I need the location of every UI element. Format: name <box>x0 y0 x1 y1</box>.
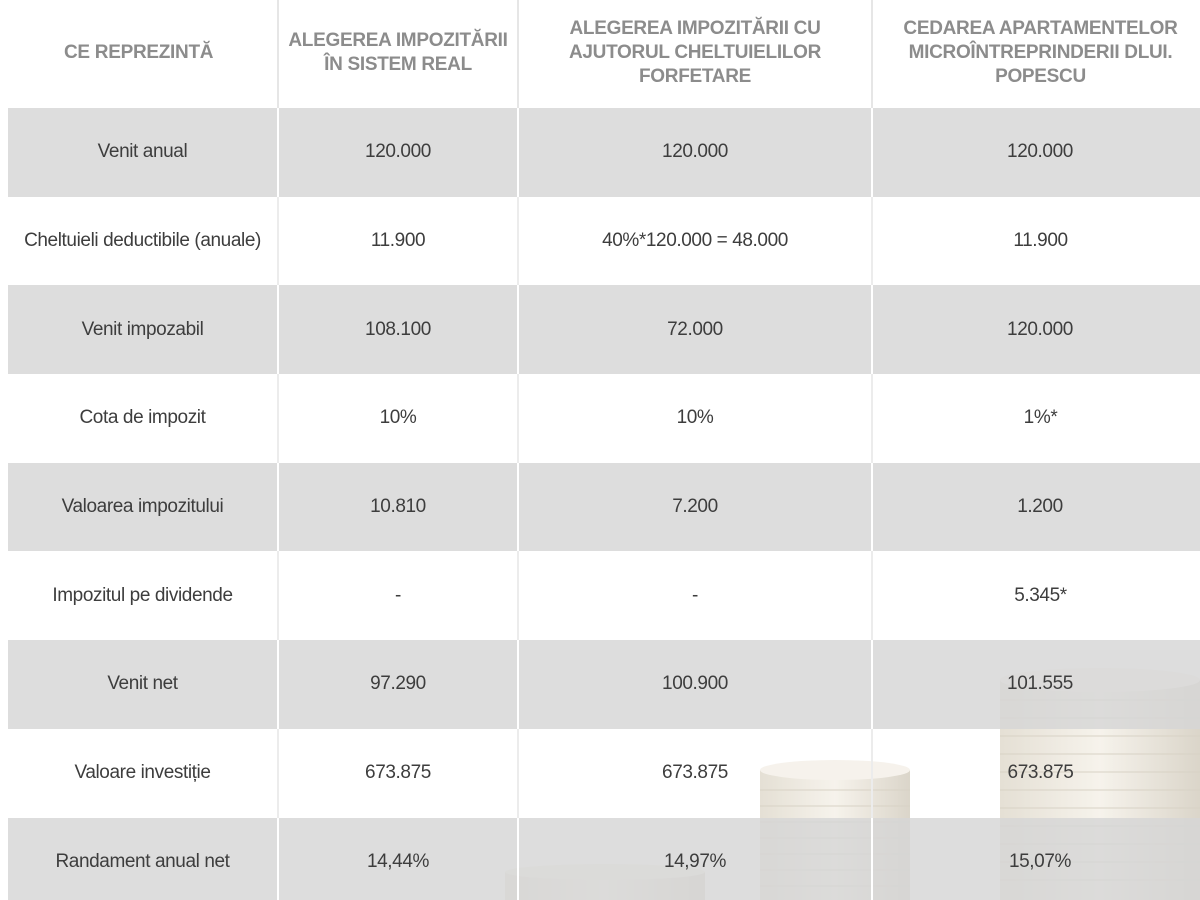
cell-real: 10.810 <box>278 463 518 552</box>
row-label: Valoarea impozitului <box>8 463 278 552</box>
cell-forfetar: 120.000 <box>518 108 872 197</box>
cell-micro: 101.555 <box>872 640 1200 729</box>
cell-real: 97.290 <box>278 640 518 729</box>
cell-micro: 120.000 <box>872 108 1200 197</box>
cell-forfetar: 673.875 <box>518 729 872 818</box>
cell-forfetar: 10% <box>518 374 872 463</box>
row-label: Randament anual net <box>8 818 278 900</box>
table-row <box>8 818 1200 900</box>
cell-micro: 15,07% <box>872 818 1200 900</box>
row-label: Impozitul pe dividende <box>8 551 278 640</box>
cell-forfetar: 7.200 <box>518 463 872 552</box>
header-ce-reprezinta: CE REPREZINTĂ <box>8 0 278 108</box>
cell-real: 108.100 <box>278 285 518 374</box>
table-row <box>8 640 1200 729</box>
header-cheltuieli-forfetare: ALEGEREA IMPOZITĂRII CU AJUTORUL CHELTUIELILOR FORFETARE <box>518 0 872 108</box>
cell-forfetar: 14,97% <box>518 818 872 900</box>
cell-real: 14,44% <box>278 818 518 900</box>
cell-micro: 1.200 <box>872 463 1200 552</box>
table-row <box>8 374 1200 463</box>
cell-real: - <box>278 551 518 640</box>
table-row <box>8 463 1200 552</box>
table-row <box>8 285 1200 374</box>
header-microintreprindere: CEDAREA APARTAMENTELOR MICROÎNTREPRINDERII DLUI. POPESCU <box>872 0 1200 108</box>
cell-micro: 1%* <box>1023 407 1058 429</box>
cell-micro: 5.345* <box>1014 584 1067 606</box>
cell-real: 11.900 <box>278 197 518 286</box>
table-row <box>8 729 1200 818</box>
cell-micro: 11.900 <box>1013 230 1068 252</box>
row-label: Venit net <box>8 640 278 729</box>
table-row <box>8 108 1200 197</box>
row-label: Cota de impozit <box>8 374 278 463</box>
row-label: Cheltuieli deductibile (anuale) <box>8 197 278 286</box>
header-sistem-real: ALEGEREA IMPOZITĂRII ÎN SISTEM REAL <box>278 0 518 108</box>
cell-micro: 120.000 <box>872 285 1200 374</box>
cell-real: 120.000 <box>278 108 518 197</box>
cell-real: 673.875 <box>278 729 518 818</box>
cell-real: 10% <box>278 374 518 463</box>
row-label: Valoare investiție <box>8 729 278 818</box>
row-label: Venit anual <box>8 108 278 197</box>
cell-forfetar: 72.000 <box>518 285 872 374</box>
header-row <box>8 0 1200 108</box>
table-row <box>8 551 1200 640</box>
cell-forfetar: 100.900 <box>518 640 872 729</box>
row-label: Venit impozabil <box>8 285 278 374</box>
cell-micro: 673.875 <box>1007 762 1074 784</box>
cell-forfetar: - <box>518 551 872 640</box>
comparison-table <box>8 0 1200 900</box>
table-row <box>8 197 1200 286</box>
cell-forfetar: 40%*120.000 = 48.000 <box>518 197 872 286</box>
